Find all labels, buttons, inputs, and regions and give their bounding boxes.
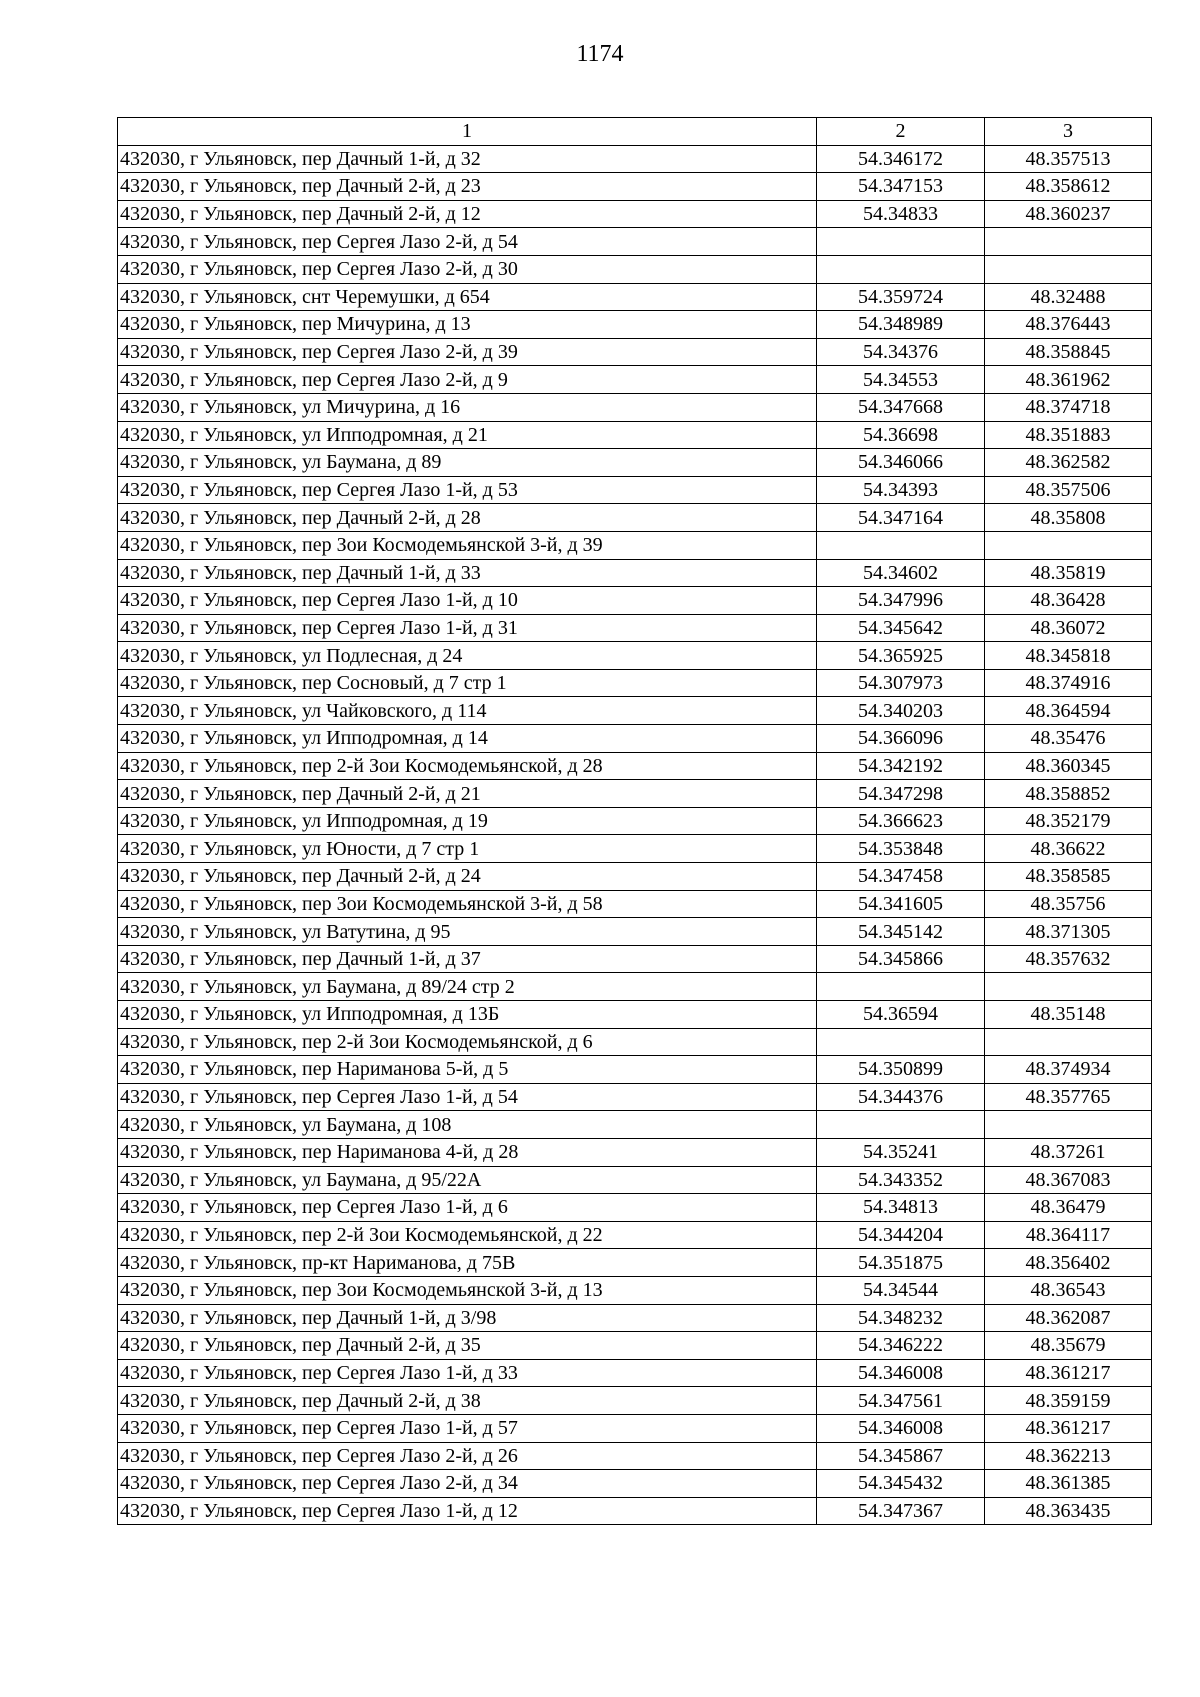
table-row [118,504,1152,532]
latitude-cell: 54.34376 [817,338,985,366]
address-cell: 432030, г Ульяновск, пер Сергея Лазо 2-й, д 39 [118,338,817,366]
longitude-cell: 48.36428 [985,587,1152,615]
address-cell: 432030, г Ульяновск, пер Сергея Лазо 1-й, д 12 [118,1497,817,1525]
latitude-cell: 54.35241 [817,1138,985,1166]
latitude-cell: 54.340203 [817,697,985,725]
latitude-cell: 54.344204 [817,1221,985,1249]
latitude-cell: 54.365925 [817,642,985,670]
longitude-cell: 48.362582 [985,449,1152,477]
table-row [118,1221,1152,1249]
latitude-cell: 54.345432 [817,1470,985,1498]
latitude-cell: 54.348232 [817,1304,985,1332]
address-cell: 432030, г Ульяновск, ул Баумана, д 89 [118,449,817,477]
address-cell: 432030, г Ульяновск, ул Ипподромная, д 14 [118,725,817,753]
latitude-cell: 54.34813 [817,1194,985,1222]
longitude-cell: 48.361962 [985,366,1152,394]
table-row [118,559,1152,587]
latitude-cell: 54.34544 [817,1276,985,1304]
latitude-cell: 54.346008 [817,1359,985,1387]
table-row [118,1304,1152,1332]
address-cell: 432030, г Ульяновск, пер Сергея Лазо 2-й, д 26 [118,1442,817,1470]
longitude-cell: 48.367083 [985,1166,1152,1194]
table-row [118,1249,1152,1277]
address-cell: 432030, г Ульяновск, пер Сергея Лазо 1-й, д 6 [118,1194,817,1222]
address-cell: 432030, г Ульяновск, пер Сергея Лазо 2-й, д 9 [118,366,817,394]
address-cell: 432030, г Ульяновск, пер 2-й Зои Космодемьянской, д 6 [118,1028,817,1056]
longitude-cell: 48.361385 [985,1470,1152,1498]
address-cell: 432030, г Ульяновск, пер Сергея Лазо 1-й, д 33 [118,1359,817,1387]
table-row [118,587,1152,615]
page-number: 1174 [576,41,624,67]
latitude-cell: 54.344376 [817,1083,985,1111]
table-row [118,1497,1152,1525]
address-cell: 432030, г Ульяновск, пер Дачный 2-й, д 38 [118,1387,817,1415]
address-cell: 432030, г Ульяновск, пер 2-й Зои Космодемьянской, д 22 [118,1221,817,1249]
address-cell: 432030, г Ульяновск, пер Сергея Лазо 2-й, д 34 [118,1470,817,1498]
longitude-cell [985,1111,1152,1139]
table-row [118,614,1152,642]
longitude-cell: 48.358612 [985,173,1152,201]
address-cell: 432030, г Ульяновск, пер Сергея Лазо 2-й, д 54 [118,228,817,256]
latitude-cell: 54.366623 [817,807,985,835]
address-cell: 432030, г Ульяновск, пер Дачный 2-й, д 24 [118,863,817,891]
longitude-cell: 48.376443 [985,311,1152,339]
address-cell: 432030, г Ульяновск, пер Сергея Лазо 1-й, д 10 [118,587,817,615]
address-table [117,117,1152,1525]
table-row [118,173,1152,201]
latitude-cell: 54.346222 [817,1332,985,1360]
address-cell: 432030, г Ульяновск, пер Сергея Лазо 1-й, д 53 [118,476,817,504]
address-cell: 432030, г Ульяновск, ул Баумана, д 89/24 стр 2 [118,973,817,1001]
table-row [118,311,1152,339]
longitude-cell: 48.357506 [985,476,1152,504]
address-cell: 432030, г Ульяновск, пер Мичурина, д 13 [118,311,817,339]
address-cell: 432030, г Ульяновск, пер Дачный 2-й, д 35 [118,1332,817,1360]
longitude-cell [985,1028,1152,1056]
table-row [118,283,1152,311]
table-row [118,807,1152,835]
longitude-cell: 48.35476 [985,725,1152,753]
longitude-cell: 48.35808 [985,504,1152,532]
table-row [118,973,1152,1001]
longitude-cell: 48.37261 [985,1138,1152,1166]
address-cell: 432030, г Ульяновск, ул Ватутина, д 95 [118,918,817,946]
table-row [118,421,1152,449]
table-row [118,1138,1152,1166]
latitude-cell: 54.346008 [817,1414,985,1442]
latitude-cell: 54.341605 [817,890,985,918]
table-row [118,1001,1152,1029]
latitude-cell: 54.34553 [817,366,985,394]
header-cell-1: 1 [118,118,817,146]
address-cell: 432030, г Ульяновск, пер Сергея Лазо 1-й, д 54 [118,1083,817,1111]
table-row [118,1332,1152,1360]
table-row [118,1194,1152,1222]
latitude-cell: 54.36594 [817,1001,985,1029]
table-row [118,697,1152,725]
longitude-cell: 48.35679 [985,1332,1152,1360]
address-cell: 432030, г Ульяновск, пр-кт Нариманова, д 75В [118,1249,817,1277]
latitude-cell: 54.346066 [817,449,985,477]
table-row [118,835,1152,863]
table-row [118,1442,1152,1470]
longitude-cell: 48.358845 [985,338,1152,366]
table-row [118,945,1152,973]
address-cell: 432030, г Ульяновск, пер Дачный 1-й, д 33 [118,559,817,587]
longitude-cell: 48.360345 [985,752,1152,780]
longitude-cell: 48.35148 [985,1001,1152,1029]
latitude-cell: 54.345642 [817,614,985,642]
table-row [118,1387,1152,1415]
longitude-cell: 48.363435 [985,1497,1152,1525]
address-cell: 432030, г Ульяновск, пер Дачный 2-й, д 21 [118,780,817,808]
longitude-cell: 48.352179 [985,807,1152,835]
longitude-cell: 48.345818 [985,642,1152,670]
longitude-cell: 48.35819 [985,559,1152,587]
longitude-cell: 48.35756 [985,890,1152,918]
table-body [118,145,1152,1525]
address-cell: 432030, г Ульяновск, пер Дачный 1-й, д 32 [118,145,817,173]
longitude-cell: 48.357632 [985,945,1152,973]
address-cell: 432030, г Ульяновск, пер Нариманова 5-й, д 5 [118,1056,817,1084]
longitude-cell: 48.364117 [985,1221,1152,1249]
table-row [118,255,1152,283]
latitude-cell [817,1111,985,1139]
longitude-cell: 48.374934 [985,1056,1152,1084]
latitude-cell: 54.351875 [817,1249,985,1277]
longitude-cell: 48.374718 [985,393,1152,421]
latitude-cell: 54.348989 [817,311,985,339]
latitude-cell: 54.343352 [817,1166,985,1194]
address-cell: 432030, г Ульяновск, пер Сосновый, д 7 стр 1 [118,669,817,697]
longitude-cell: 48.371305 [985,918,1152,946]
longitude-cell: 48.36479 [985,1194,1152,1222]
longitude-cell: 48.36072 [985,614,1152,642]
longitude-cell: 48.32488 [985,283,1152,311]
table-row [118,1166,1152,1194]
latitude-cell: 54.347668 [817,393,985,421]
table-row [118,780,1152,808]
latitude-cell: 54.307973 [817,669,985,697]
table-row [118,1276,1152,1304]
table-row [118,145,1152,173]
address-cell: 432030, г Ульяновск, ул Чайковского, д 114 [118,697,817,725]
address-cell: 432030, г Ульяновск, ул Баумана, д 95/22А [118,1166,817,1194]
table-row [118,669,1152,697]
table-row [118,863,1152,891]
longitude-cell: 48.362087 [985,1304,1152,1332]
table-row [118,228,1152,256]
table-row [118,642,1152,670]
table-row [118,393,1152,421]
address-cell: 432030, г Ульяновск, пер Дачный 2-й, д 12 [118,200,817,228]
longitude-cell: 48.356402 [985,1249,1152,1277]
address-cell: 432030, г Ульяновск, пер Сергея Лазо 1-й, д 31 [118,614,817,642]
table-row [118,449,1152,477]
table-row [118,725,1152,753]
table-row [118,1028,1152,1056]
address-cell: 432030, г Ульяновск, ул Юности, д 7 стр 1 [118,835,817,863]
longitude-cell [985,531,1152,559]
latitude-cell: 54.347164 [817,504,985,532]
latitude-cell: 54.34833 [817,200,985,228]
header-row [118,118,1152,146]
address-cell: 432030, г Ульяновск, пер Сергея Лазо 2-й, д 30 [118,255,817,283]
table-row [118,1083,1152,1111]
table-row [118,366,1152,394]
longitude-cell: 48.361217 [985,1414,1152,1442]
longitude-cell: 48.359159 [985,1387,1152,1415]
latitude-cell [817,1028,985,1056]
table-row [118,752,1152,780]
address-cell: 432030, г Ульяновск, ул Подлесная, д 24 [118,642,817,670]
latitude-cell: 54.342192 [817,752,985,780]
longitude-cell: 48.358585 [985,863,1152,891]
longitude-cell: 48.36543 [985,1276,1152,1304]
address-cell: 432030, г Ульяновск, пер Дачный 1-й, д 37 [118,945,817,973]
longitude-cell: 48.360237 [985,200,1152,228]
latitude-cell: 54.359724 [817,283,985,311]
latitude-cell [817,255,985,283]
longitude-cell: 48.358852 [985,780,1152,808]
longitude-cell: 48.357513 [985,145,1152,173]
address-cell: 432030, г Ульяновск, снт Черемушки, д 654 [118,283,817,311]
longitude-cell: 48.36622 [985,835,1152,863]
latitude-cell: 54.345142 [817,918,985,946]
table-header [118,118,1152,146]
address-cell: 432030, г Ульяновск, пер Зои Космодемьянской 3-й, д 13 [118,1276,817,1304]
table-row [118,1359,1152,1387]
latitude-cell: 54.34602 [817,559,985,587]
header-cell-2: 2 [817,118,985,146]
table-row [118,1414,1152,1442]
latitude-cell: 54.347367 [817,1497,985,1525]
latitude-cell: 54.347561 [817,1387,985,1415]
address-cell: 432030, г Ульяновск, пер Зои Космодемьянской 3-й, д 58 [118,890,817,918]
address-cell: 432030, г Ульяновск, пер Сергея Лазо 1-й, д 57 [118,1414,817,1442]
table-row [118,1470,1152,1498]
address-cell: 432030, г Ульяновск, пер Нариманова 4-й, д 28 [118,1138,817,1166]
address-cell: 432030, г Ульяновск, пер Дачный 1-й, д 3/98 [118,1304,817,1332]
longitude-cell [985,973,1152,1001]
latitude-cell: 54.347996 [817,587,985,615]
table-row [118,1111,1152,1139]
latitude-cell: 54.350899 [817,1056,985,1084]
latitude-cell [817,531,985,559]
longitude-cell [985,228,1152,256]
table-row [118,476,1152,504]
longitude-cell [985,255,1152,283]
address-cell: 432030, г Ульяновск, ул Баумана, д 108 [118,1111,817,1139]
latitude-cell: 54.34393 [817,476,985,504]
latitude-cell: 54.346172 [817,145,985,173]
address-cell: 432030, г Ульяновск, пер Зои Космодемьянской 3-й, д 39 [118,531,817,559]
longitude-cell: 48.374916 [985,669,1152,697]
latitude-cell: 54.345867 [817,1442,985,1470]
longitude-cell: 48.362213 [985,1442,1152,1470]
longitude-cell: 48.357765 [985,1083,1152,1111]
address-cell: 432030, г Ульяновск, ул Мичурина, д 16 [118,393,817,421]
table-row [118,338,1152,366]
longitude-cell: 48.351883 [985,421,1152,449]
latitude-cell: 54.36698 [817,421,985,449]
table-row [118,890,1152,918]
latitude-cell: 54.347153 [817,173,985,201]
longitude-cell: 48.361217 [985,1359,1152,1387]
latitude-cell [817,228,985,256]
address-cell: 432030, г Ульяновск, пер 2-й Зои Космодемьянской, д 28 [118,752,817,780]
address-cell: 432030, г Ульяновск, пер Дачный 2-й, д 28 [118,504,817,532]
address-cell: 432030, г Ульяновск, ул Ипподромная, д 19 [118,807,817,835]
latitude-cell [817,973,985,1001]
address-cell: 432030, г Ульяновск, пер Дачный 2-й, д 23 [118,173,817,201]
latitude-cell: 54.347458 [817,863,985,891]
latitude-cell: 54.366096 [817,725,985,753]
latitude-cell: 54.345866 [817,945,985,973]
address-cell: 432030, г Ульяновск, ул Ипподромная, д 21 [118,421,817,449]
address-cell: 432030, г Ульяновск, ул Ипподромная, д 13Б [118,1001,817,1029]
table-row [118,918,1152,946]
table-row [118,1056,1152,1084]
latitude-cell: 54.353848 [817,835,985,863]
header-cell-3: 3 [985,118,1152,146]
table-row [118,200,1152,228]
table-row [118,531,1152,559]
latitude-cell: 54.347298 [817,780,985,808]
longitude-cell: 48.364594 [985,697,1152,725]
